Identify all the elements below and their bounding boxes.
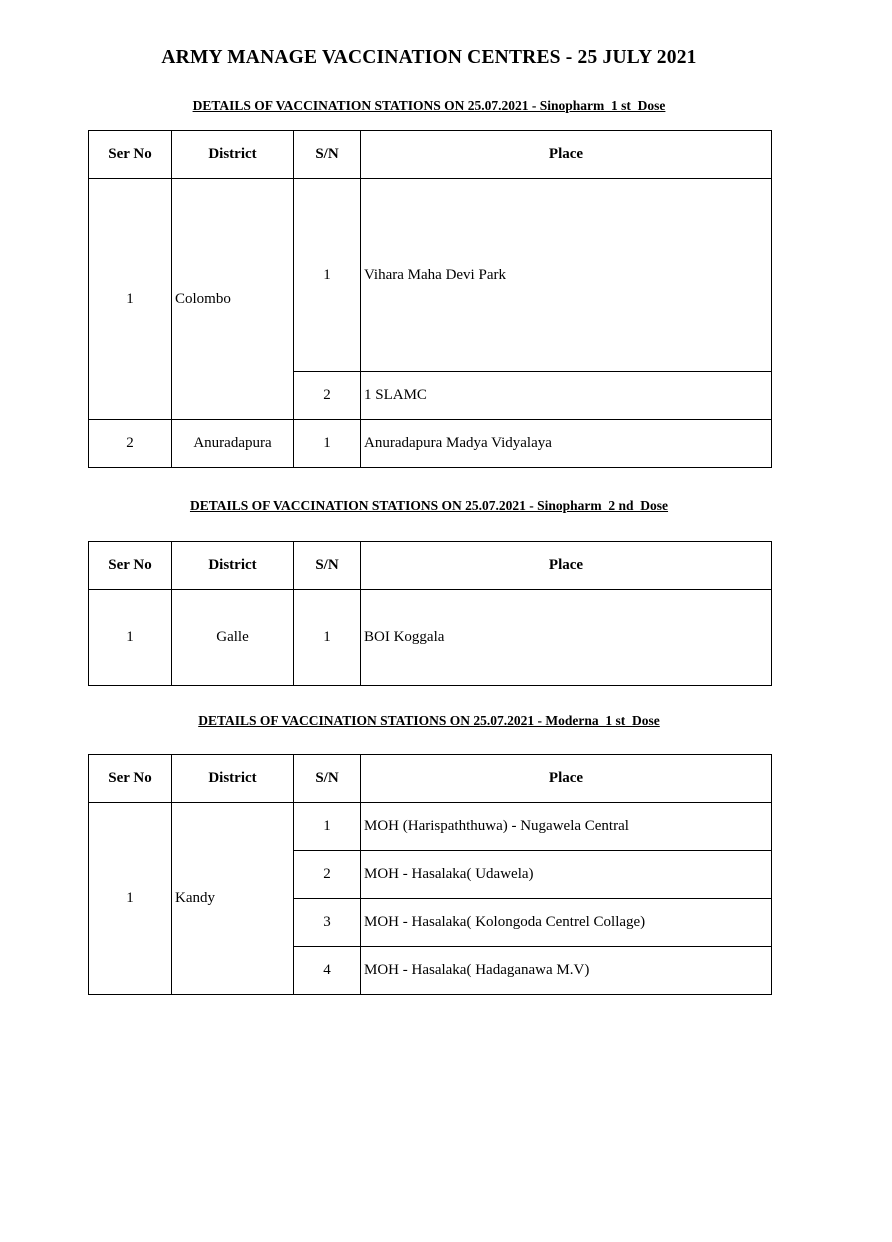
cell-sn: 3 [294,899,361,947]
header-place: Place [361,755,772,803]
cell-sn: 1 [294,420,361,468]
section-heading-sinopharm-1st-dose: DETAILS OF VACCINATION STATIONS ON 25.07.2021 - Sinopharm 1 st Dose [192,98,666,113]
cell-sn: 1 [294,179,361,372]
header-place: Place [361,542,772,590]
cell-place: MOH - Hasalaka( Udawela) [361,851,772,899]
cell-place: MOH - Hasalaka( Hadaganawa M.V) [361,947,772,995]
header-sn: S/N [294,755,361,803]
cell-place: MOH (Harispaththuwa) - Nugawela Central [361,803,772,851]
table-row [89,590,772,686]
header-district: District [172,755,294,803]
cell-sn: 2 [294,372,361,420]
header-ser-no: Ser No [89,542,172,590]
cell-district: Kandy [172,803,294,995]
cell-district: Colombo [172,179,294,420]
cell-place: Vihara Maha Devi Park [361,179,772,372]
header-place: Place [361,131,772,179]
header-ser-no: Ser No [89,755,172,803]
table-row [89,179,772,372]
page-title: ARMY MANAGE VACCINATION CENTRES - 25 JULY 2021 [161,47,697,68]
header-ser-no: Ser No [89,131,172,179]
cell-district: Galle [172,590,294,686]
table-moderna-1st-dose [88,754,772,995]
cell-sn: 2 [294,851,361,899]
table-row [89,803,772,851]
header-sn: S/N [294,131,361,179]
cell-ser-no: 2 [89,420,172,468]
section-heading-sinopharm-2nd-dose: DETAILS OF VACCINATION STATIONS ON 25.07.2021 - Sinopharm 2 nd Dose [189,498,669,513]
cell-place: BOI Koggala [361,590,772,686]
table-sinopharm-1st-dose [88,130,772,468]
cell-sn: 1 [294,590,361,686]
cell-ser-no: 1 [89,803,172,995]
table-header-row [89,131,772,179]
cell-place: MOH - Hasalaka( Kolongoda Centrel Collage) [361,899,772,947]
table-sinopharm-2nd-dose [88,541,772,686]
cell-ser-no: 1 [89,590,172,686]
cell-ser-no: 1 [89,179,172,420]
cell-place: Anuradapura Madya Vidyalaya [361,420,772,468]
cell-place: 1 SLAMC [361,372,772,420]
cell-sn: 1 [294,803,361,851]
header-sn: S/N [294,542,361,590]
table-row [89,420,772,468]
table-header-row [89,755,772,803]
cell-district: Anuradapura [172,420,294,468]
header-district: District [172,542,294,590]
header-district: District [172,131,294,179]
table-header-row [89,542,772,590]
cell-sn: 4 [294,947,361,995]
section-heading-moderna-1st-dose: DETAILS OF VACCINATION STATIONS ON 25.07.2021 - Moderna 1 st Dose [198,713,660,728]
